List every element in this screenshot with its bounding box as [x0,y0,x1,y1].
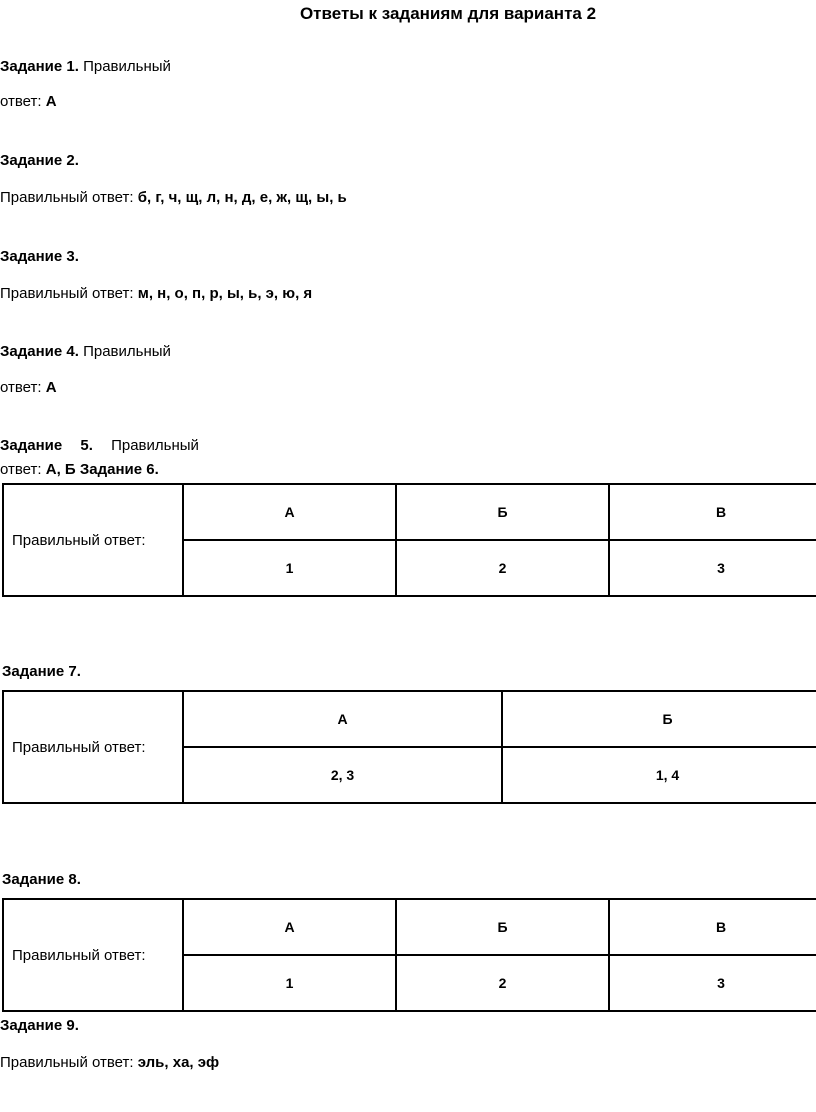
task-7-label: Задание 7. [2,663,81,680]
task-5-label-word: Задание [0,437,63,454]
task-3-answer: м, н, о, п, р, ы, ь, э, ю, я [137,285,313,302]
task-3-heading [0,248,79,265]
task-2-label: Задание 2. [0,152,79,169]
answer-word: ответ: [0,379,42,396]
task-7-table [2,690,816,804]
answer-cell-label: Правильный ответ: [3,899,183,1011]
table-value-cell: 3 [609,540,816,596]
answer-full: Правильный ответ: [0,189,134,206]
task-8-table [2,898,816,1012]
task-5-label-num: 5. [80,437,93,454]
page-title: Ответы к заданиям для варианта 2 [299,4,597,23]
task-5-answer: А, Б [45,461,76,478]
table-header-cell: Б [396,484,609,540]
task-7-heading [2,663,81,680]
answer-label: Правильный [111,437,199,454]
answer-cell-label: Правильный ответ: [3,484,183,596]
task-4-answer: А [45,379,57,396]
answer-label: Правильный [83,58,171,75]
task-5-answer-line [0,461,159,478]
table-header-cell: А [183,484,396,540]
answer-word: ответ: [0,93,42,110]
task-9-heading [0,1017,79,1034]
task-2-answer-line [0,189,347,206]
table-value-cell: 1 [183,540,396,596]
task-6-table [2,483,816,597]
task-1-heading [0,58,171,75]
task-8-heading [2,871,81,888]
task-8-label: Задание 8. [2,871,81,888]
task-9-label: Задание 9. [0,1017,79,1034]
table-header-cell: В [609,899,816,955]
task-2-heading [0,152,79,169]
task-3-answer-line [0,285,312,302]
table-value-cell: 2, 3 [183,747,502,803]
task-1-label: Задание 1. [0,58,79,75]
table-header-cell: Б [502,691,816,747]
answer-full: Правильный ответ: [0,1054,134,1071]
answer-label: Правильный [83,343,171,360]
table-value-cell: 1 [183,955,396,1011]
task-4-label: Задание 4. [0,343,79,360]
answer-word: ответ: [0,461,42,478]
task-2-answer: б, г, ч, щ, л, н, д, е, ж, щ, ы, ь [137,189,347,206]
table-value-cell: 3 [609,955,816,1011]
table-header-cell: А [183,691,502,747]
task-9-answer-line [0,1054,219,1071]
task-4-heading [0,343,171,360]
task-1-answer-line [0,93,57,110]
table-value-cell: 1, 4 [502,747,816,803]
task-9-answer: эль, ха, эф [137,1054,220,1071]
task-1-answer: А [45,93,57,110]
table-header-cell: А [183,899,396,955]
answer-cell-label: Правильный ответ: [3,691,183,803]
task-6-label: Задание 6. [79,461,159,478]
task-3-label: Задание 3. [0,248,79,265]
table-header-cell: В [609,484,816,540]
answer-full: Правильный ответ: [0,285,134,302]
table-value-cell: 2 [396,955,609,1011]
task-5-heading [0,437,199,454]
table-value-cell: 2 [396,540,609,596]
table-header-cell: Б [396,899,609,955]
task-4-answer-line [0,379,57,396]
